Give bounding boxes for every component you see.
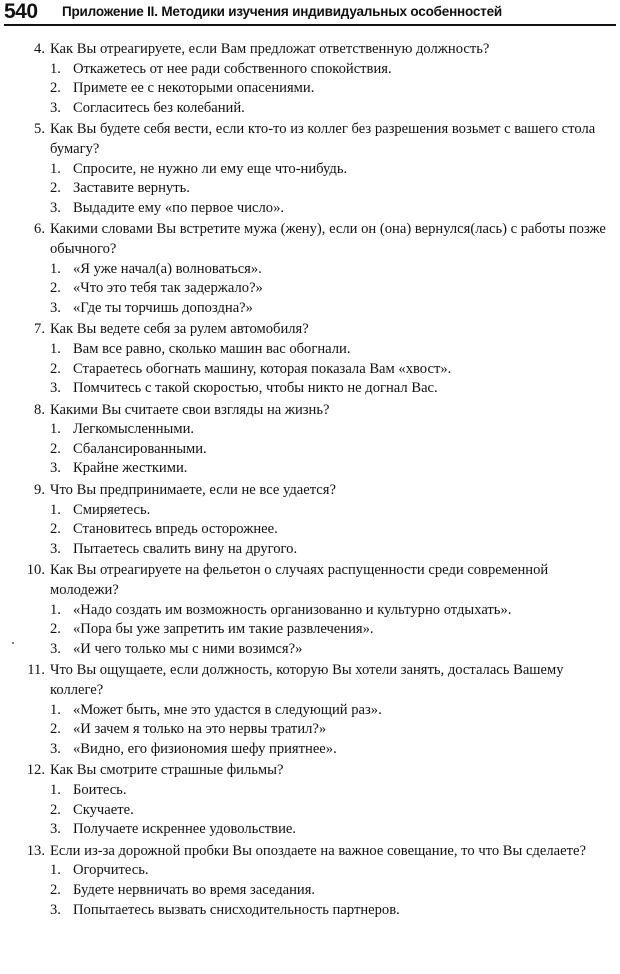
option-text: Огорчитесь. bbox=[73, 862, 149, 879]
option-number: 2. bbox=[50, 881, 61, 898]
answer-option bbox=[0, 179, 620, 199]
option-number: 3. bbox=[50, 380, 61, 397]
option-number: 3. bbox=[50, 460, 61, 477]
question-text: Как Вы будете себя вести, если кто-то из коллег без разрешения возьмет с вашего стола бумагу? bbox=[50, 121, 596, 157]
answer-options bbox=[0, 861, 620, 920]
option-number: 1. bbox=[50, 501, 61, 518]
answer-option bbox=[0, 740, 620, 760]
option-text: «Что это тебя так задержало?» bbox=[73, 280, 263, 297]
question bbox=[0, 401, 620, 421]
running-head-title: Приложение II. Методики изучения индивидуальных особенностей bbox=[62, 4, 502, 19]
running-header bbox=[4, 2, 616, 26]
option-text: Согласитесь без колебаний. bbox=[73, 99, 245, 116]
answer-options bbox=[0, 601, 620, 660]
option-text: Стараетесь обогнать машину, которая показала Вам «хвост». bbox=[73, 360, 452, 377]
option-text: Становитесь впредь осторожнее. bbox=[73, 521, 278, 538]
option-text: «Может быть, мне это удастся в следующий раз». bbox=[73, 701, 382, 718]
answer-option bbox=[0, 820, 620, 840]
answer-option bbox=[0, 520, 620, 540]
questionnaire bbox=[0, 40, 620, 922]
option-text: Крайне жесткими. bbox=[73, 460, 188, 477]
question-number: 7. bbox=[34, 321, 45, 338]
question-text: Какими Вы считаете свои взгляды на жизнь? bbox=[50, 401, 330, 418]
option-text: Вам все равно, сколько машин вас обогнали. bbox=[73, 340, 351, 357]
answer-option bbox=[0, 540, 620, 560]
option-text: «Пора бы уже запретить им такие развлечения». bbox=[73, 621, 374, 638]
question-number: 11. bbox=[27, 662, 45, 679]
answer-options bbox=[0, 420, 620, 479]
answer-option bbox=[0, 501, 620, 521]
question-number: 10. bbox=[26, 562, 45, 579]
question-text: Как Вы смотрите страшные фильмы? bbox=[50, 762, 284, 779]
answer-option bbox=[0, 260, 620, 280]
option-text: Скучаете. bbox=[73, 801, 134, 818]
answer-option bbox=[0, 881, 620, 901]
question-number: 9. bbox=[34, 482, 45, 499]
option-number: 3. bbox=[50, 299, 61, 316]
option-text: Примете ее с некоторыми опасениями. bbox=[73, 80, 315, 97]
question-text: Как Вы отреагируете, если Вам предложат ответственную должность? bbox=[50, 41, 490, 57]
option-number: 3. bbox=[50, 99, 61, 116]
option-number: 2. bbox=[50, 721, 61, 738]
option-text: Сбалансированными. bbox=[73, 440, 207, 457]
answer-option bbox=[0, 861, 620, 881]
question-number: 4. bbox=[34, 41, 45, 57]
option-text: Откажетесь от нее ради собственного спокойствия. bbox=[73, 60, 392, 77]
question bbox=[0, 481, 620, 501]
question bbox=[0, 842, 620, 862]
question-text: Как Вы ведете себя за рулем автомобиля? bbox=[50, 321, 309, 338]
question bbox=[0, 561, 620, 600]
question-text: Как Вы отреагируете на фельетон о случаях распущенности среди современной молодежи? bbox=[50, 562, 549, 599]
option-text: «Надо создать им возможность организованно и культурно отдыхать». bbox=[73, 601, 512, 618]
option-number: 1. bbox=[50, 260, 61, 277]
option-number: 2. bbox=[50, 440, 61, 457]
answer-option bbox=[0, 79, 620, 99]
answer-option bbox=[0, 601, 620, 621]
answer-option bbox=[0, 279, 620, 299]
option-number: 1. bbox=[50, 160, 61, 177]
option-text: Получаете искреннее удовольствие. bbox=[73, 821, 297, 838]
option-number: 1. bbox=[50, 701, 61, 718]
option-number: 3. bbox=[50, 199, 61, 216]
answer-option bbox=[0, 160, 620, 180]
answer-option bbox=[0, 901, 620, 921]
answer-option bbox=[0, 720, 620, 740]
answer-option bbox=[0, 299, 620, 319]
answer-option bbox=[0, 781, 620, 801]
option-number: 2. bbox=[50, 180, 61, 197]
option-number: 3. bbox=[50, 901, 61, 918]
option-number: 2. bbox=[50, 801, 61, 818]
question-text: Что Вы ощущаете, если должность, которую Вы хотели занять, досталась Вашему коллеге? bbox=[50, 662, 564, 698]
question bbox=[0, 120, 620, 159]
question-number: 8. bbox=[34, 401, 45, 418]
question bbox=[0, 40, 620, 60]
question bbox=[0, 220, 620, 259]
answer-option bbox=[0, 379, 620, 399]
answer-options bbox=[0, 781, 620, 840]
question-text: Если из-за дорожной пробки Вы опоздаете на важное совещание, то что Вы сделаете? bbox=[50, 842, 586, 859]
option-number: 1. bbox=[50, 340, 61, 357]
question-number: 5. bbox=[34, 121, 45, 138]
option-number: 3. bbox=[50, 640, 61, 657]
option-number: 1. bbox=[50, 421, 61, 438]
option-number: 3. bbox=[50, 740, 61, 757]
answer-option bbox=[0, 340, 620, 360]
question bbox=[0, 320, 620, 340]
answer-option bbox=[0, 360, 620, 380]
option-text: Легкомысленными. bbox=[73, 421, 195, 438]
option-text: «И чего только мы с ними возимся?» bbox=[73, 640, 303, 657]
answer-option bbox=[0, 801, 620, 821]
option-number: 1. bbox=[50, 601, 61, 618]
answer-options bbox=[0, 501, 620, 560]
option-number: 3. bbox=[50, 540, 61, 557]
question-number: 6. bbox=[34, 221, 45, 238]
option-number: 1. bbox=[50, 60, 61, 77]
question-text: Что Вы предпринимаете, если не все удается? bbox=[50, 482, 336, 499]
answer-options bbox=[0, 701, 620, 760]
option-text: Заставите вернуть. bbox=[73, 180, 190, 197]
answer-option bbox=[0, 459, 620, 479]
page-number: 540 bbox=[4, 0, 38, 23]
question-number: 12. bbox=[26, 762, 45, 779]
answer-option bbox=[0, 420, 620, 440]
answer-options bbox=[0, 260, 620, 319]
option-text: «Где ты торчишь допоздна?» bbox=[73, 299, 253, 316]
option-text: Боитесь. bbox=[73, 781, 127, 798]
answer-option bbox=[0, 60, 620, 80]
option-number: 1. bbox=[50, 781, 61, 798]
option-number: 2. bbox=[50, 521, 61, 538]
option-text: Пытаетесь свалить вину на другого. bbox=[73, 540, 298, 557]
option-text: Попытаетесь вызвать снисходительность партнеров. bbox=[73, 901, 400, 918]
option-text: Выдадите ему «по первое число». bbox=[73, 199, 285, 216]
question bbox=[0, 661, 620, 700]
option-text: «И зачем я только на это нервы тратил?» bbox=[73, 721, 327, 738]
answer-options bbox=[0, 160, 620, 219]
option-number: 2. bbox=[50, 280, 61, 297]
option-number: 2. bbox=[50, 360, 61, 377]
question bbox=[0, 761, 620, 781]
option-text: «Я уже начал(а) волноваться». bbox=[73, 260, 262, 277]
option-text: Будете нервничать во время заседания. bbox=[73, 881, 316, 898]
answer-options bbox=[0, 60, 620, 119]
answer-option bbox=[0, 99, 620, 119]
answer-option bbox=[0, 199, 620, 219]
option-number: 1. bbox=[50, 862, 61, 879]
answer-options bbox=[0, 340, 620, 399]
question-text: Какими словами Вы встретите мужа (жену), если он (она) вернулся(лась) с работы позже обычного? bbox=[50, 221, 606, 257]
answer-option bbox=[0, 701, 620, 721]
option-text: Помчитесь с такой скоростью, чтобы никто не догнал Вас. bbox=[73, 380, 438, 397]
option-number: 2. bbox=[50, 621, 61, 638]
option-number: 2. bbox=[50, 80, 61, 97]
option-text: Спросите, не нужно ли ему еще что-нибудь. bbox=[73, 160, 348, 177]
option-text: «Видно, его физиономия шефу приятнее». bbox=[73, 740, 337, 757]
answer-option bbox=[0, 640, 620, 660]
answer-option bbox=[0, 440, 620, 460]
answer-option bbox=[0, 620, 620, 640]
option-number: 3. bbox=[50, 821, 61, 838]
option-text: Смиряетесь. bbox=[73, 501, 151, 518]
question-number: 13. bbox=[26, 842, 45, 859]
